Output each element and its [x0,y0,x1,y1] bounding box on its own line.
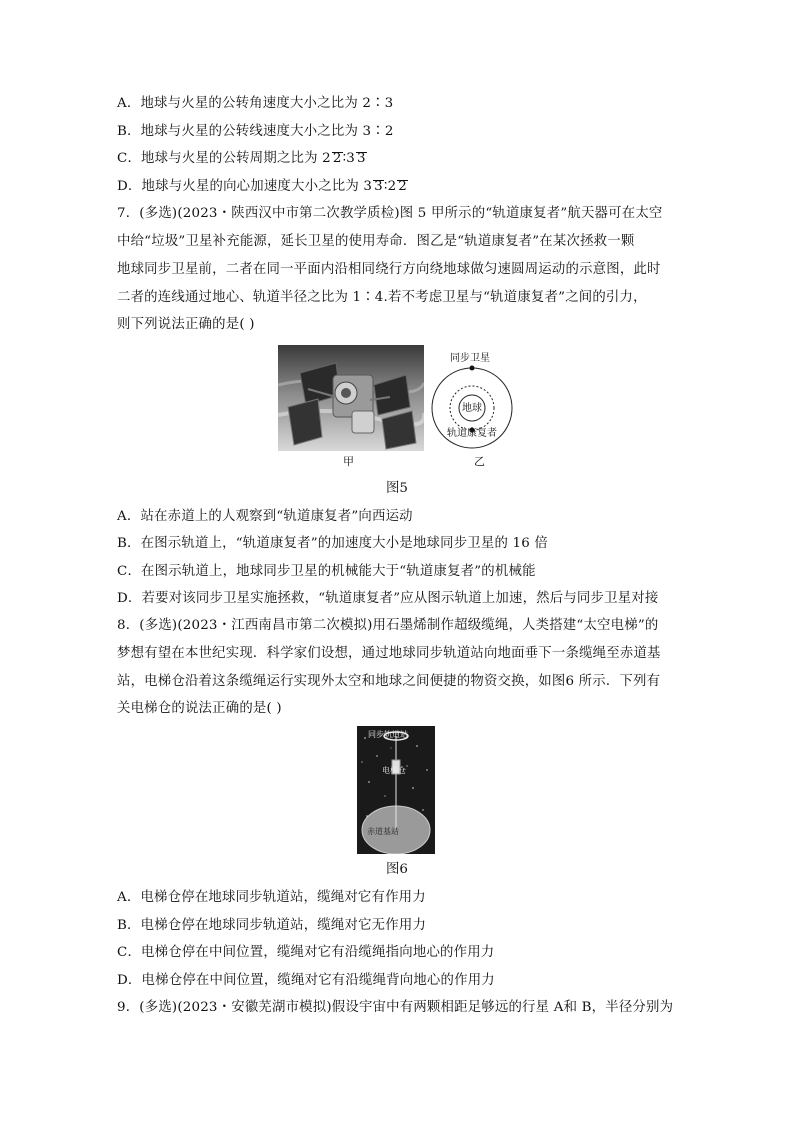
label-equator-base: 赤道基站 [367,827,399,836]
figure-5-label-jia: 甲 [343,455,354,468]
sqrt-sign: 2 [398,179,408,194]
q9-stem-line: 9．(多选)(2023・安徽芜湖市模拟)假设宇宙中有两颗相距足够远的行星 A和 B，半径分别为 [117,1000,674,1015]
q7-option: A．站在赤道上的人观察到“轨道康复者”向西运动 [117,509,413,524]
q8-stem-line: 梦想有望在本世纪实现．科学家们设想，通过地球同步轨道站向地面垂下一条缆绳至赤道基 [117,646,661,661]
q7-option: D．若要对该同步卫星实施拯救，“轨道康复者”应从图示轨道上加速，然后与同步卫星对接 [117,591,659,606]
label-elevator-cabin: 电梯仓 [382,766,406,775]
q7-option: B．在图示轨道上，“轨道康复者”的加速度大小是地球同步卫星的 16 倍 [117,536,549,551]
q6-option-b: B．地球与火星的公转线速度大小之比为 3∶2 [117,124,394,139]
q8-option: D．电梯仓停在中间位置，缆绳对它有沿缆绳背向地心的作用力 [117,973,495,988]
q7-stem-line: 7．(多选)(2023・陕西汉中市第二次教学质检)图 5 甲所示的“轨道康复者”航天器可在太空 [117,206,663,221]
label-sync-satellite: 同步卫星 [450,353,490,364]
q7-stem-line: 地球同步卫星前，二者在同一平面内沿相同绕行方向绕地球做匀速圆周运动的示意图，此时 [117,262,661,277]
q6-option-c-text: C．地球与火星的公转周期之比为 2 [117,151,331,166]
q8-stem-line: 关电梯仓的说法正确的是( ) [117,701,282,716]
q6-option-c [117,150,367,168]
q8-stem-line: 8．(多选)(2023・江西南昌市第二次模拟)用石墨烯制作超级缆绳，人类搭建“太空电梯”的 [117,618,659,633]
label-orbital-restorer: 轨道康复者 [447,428,497,439]
figure-5-photo [278,345,424,451]
label-sync-orbit-station: 同步轨道站 [368,730,408,739]
figure-6-caption: 图6 [386,862,408,877]
sqrt-sign: 2 [332,151,342,166]
sqrt-sign: 3 [374,179,383,194]
q8-option: C．电梯仓停在中间位置，缆绳对它有沿缆绳指向地心的作用力 [117,945,495,960]
figure-5-caption: 图5 [386,481,408,496]
q8-option: A．电梯仓停在地球同步轨道站，缆绳对它有作用力 [117,890,426,905]
q6-option-d-ratio: ∶2 [383,179,397,194]
q6-option-c-ratio: ∶3 [342,151,356,166]
figure-5-label-yi: 乙 [474,455,485,468]
q6-option-d-text: D．地球与火星的向心加速度大小之比为 3 [117,179,373,194]
q8-stem-line: 站，电梯仓沿着这条缆绳运行实现外太空和地球之间便捷的物资交换，如图6 所示．下列有 [117,674,661,689]
q7-stem-line: 则下列说法正确的是( ) [117,317,255,332]
q7-stem-line: 二者的连线通过地心、轨道半径之比为 1∶4.若不考虑卫星与“轨道康复者”之间的引力， [117,290,647,305]
label-earth: 地球 [462,403,482,414]
sqrt-sign: 3 [357,151,366,166]
q8-option: B．电梯仓停在地球同步轨道站，缆绳对它无作用力 [117,918,427,933]
q6-option-d [117,178,408,196]
q6-option-a: A．地球与火星的公转角速度大小之比为 2∶3 [117,96,394,111]
q7-stem-line: 中给“垃圾”卫星补充能源，延长卫星的使用寿命．图乙是“轨道康复者”在某次拯救一颗 [117,234,635,249]
q7-option: C．在图示轨道上，地球同步卫星的机械能大于“轨道康复者”的机械能 [117,564,536,579]
